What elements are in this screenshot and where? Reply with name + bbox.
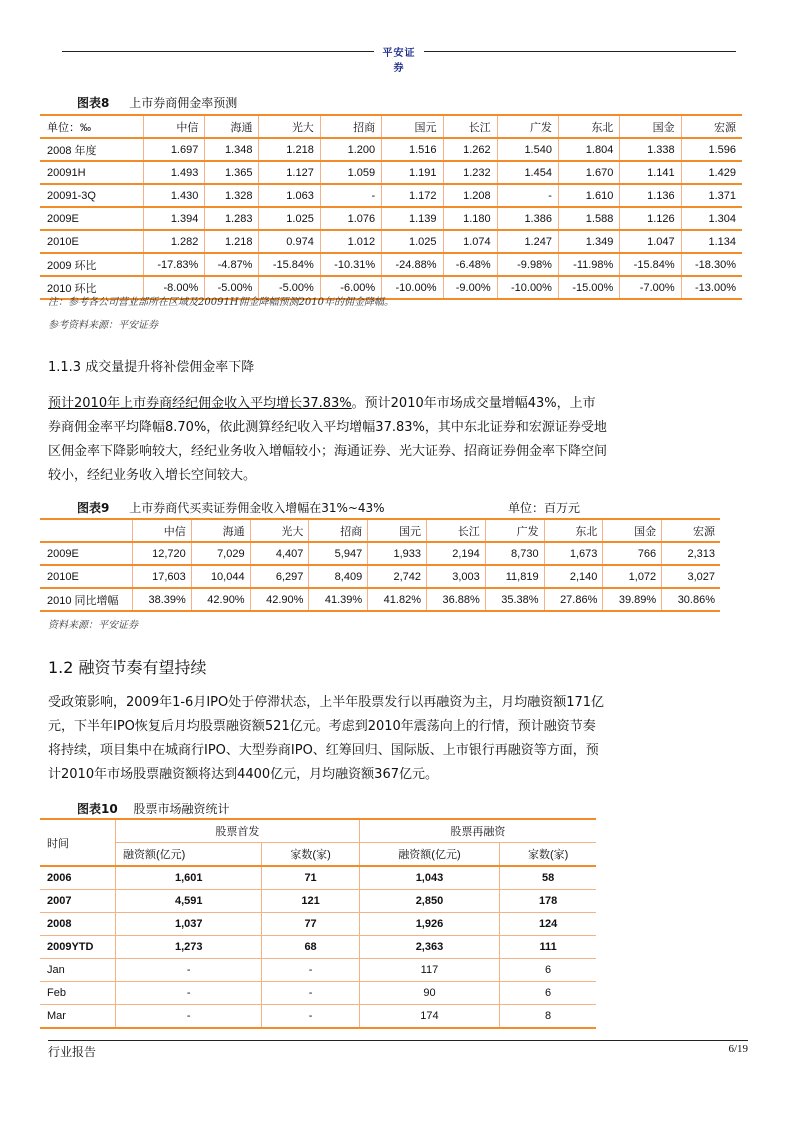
table-cell: 1.394 bbox=[144, 207, 205, 230]
table-cell: -15.00% bbox=[558, 276, 619, 299]
table-cell: 58 bbox=[500, 866, 596, 890]
column-header: 家数(家) bbox=[500, 843, 596, 867]
table-cell: -6.00% bbox=[320, 276, 381, 299]
table-cell: 1.141 bbox=[620, 161, 681, 184]
table-row bbox=[40, 207, 742, 230]
column-header: 国金 bbox=[603, 519, 662, 542]
table9-unit: 单位：百万元 bbox=[508, 501, 581, 515]
table8-note: 注：参考各公司营业部所在区域及20091H佣金降幅预测2010年的佣金降幅。 bbox=[48, 297, 394, 308]
company-logo: 平安证券 bbox=[382, 48, 416, 74]
table-cell: 111 bbox=[500, 936, 596, 959]
table-cell: -17.83% bbox=[144, 253, 205, 276]
header-rule-left bbox=[62, 51, 374, 52]
table-cell: 1.180 bbox=[443, 207, 497, 230]
column-header: 光大 bbox=[250, 519, 309, 542]
table-cell: 1,673 bbox=[544, 542, 603, 565]
table8-source: 参考资料来源：平安证券 bbox=[48, 320, 158, 331]
table-row bbox=[40, 184, 742, 207]
footer-report-type: 行业报告 bbox=[48, 1045, 97, 1059]
table-row bbox=[40, 253, 742, 276]
table-cell: 17,603 bbox=[133, 565, 192, 588]
table-cell: - bbox=[320, 184, 381, 207]
column-header: 国金 bbox=[620, 115, 681, 138]
table-cell: 41.82% bbox=[368, 588, 427, 611]
table-cell: 1.218 bbox=[259, 138, 320, 161]
table-cell: -10.00% bbox=[382, 276, 443, 299]
table-cell: 1.670 bbox=[558, 161, 619, 184]
table-cell: 1.200 bbox=[320, 138, 381, 161]
table-cell: -15.84% bbox=[620, 253, 681, 276]
table-row bbox=[40, 982, 596, 1005]
table-cell: 8,730 bbox=[485, 542, 544, 565]
table-cell: 1.076 bbox=[320, 207, 381, 230]
table-cell: 1.059 bbox=[320, 161, 381, 184]
table10-caption-title: 股票市场融资统计 bbox=[133, 802, 230, 816]
table-cell: 6,297 bbox=[250, 565, 309, 588]
table-cell: 41.39% bbox=[309, 588, 368, 611]
table-cell: 1.262 bbox=[443, 138, 497, 161]
row-label: 2007 bbox=[40, 890, 116, 913]
stock-financing-table bbox=[40, 818, 596, 1029]
table-cell: 1.348 bbox=[205, 138, 259, 161]
row-label: 20091-3Q bbox=[40, 184, 144, 207]
row-label: 20091H bbox=[40, 161, 144, 184]
refinancing-group-header: 股票再融资 bbox=[359, 819, 596, 843]
table-cell: -5.00% bbox=[205, 276, 259, 299]
table-cell: 3,003 bbox=[426, 565, 485, 588]
table9-caption bbox=[77, 499, 385, 516]
paragraph-underlined-text: 预计2010年上市券商经纪佣金收入平均增长37.83% bbox=[48, 396, 352, 411]
table-cell: 1.328 bbox=[205, 184, 259, 207]
unit-label: 单位：‰ bbox=[40, 115, 144, 138]
table-cell: 42.90% bbox=[250, 588, 309, 611]
table-cell: 7,029 bbox=[191, 542, 250, 565]
table-cell: 178 bbox=[500, 890, 596, 913]
table-cell: -18.30% bbox=[681, 253, 742, 276]
ipo-group-header: 股票首发 bbox=[116, 819, 360, 843]
table-cell: 1.025 bbox=[259, 207, 320, 230]
row-label: 2010 同比增幅 bbox=[40, 588, 133, 611]
table-row bbox=[40, 588, 720, 611]
table-cell: 27.86% bbox=[544, 588, 603, 611]
table-row bbox=[40, 138, 742, 161]
table-cell: 1.588 bbox=[558, 207, 619, 230]
table-cell: 1.596 bbox=[681, 138, 742, 161]
table-cell: 1.493 bbox=[144, 161, 205, 184]
column-header: 国元 bbox=[368, 519, 427, 542]
table-cell: 35.38% bbox=[485, 588, 544, 611]
table-cell: 2,850 bbox=[359, 890, 500, 913]
row-label: 2009E bbox=[40, 207, 144, 230]
table-cell: 117 bbox=[359, 959, 500, 982]
table-row bbox=[40, 890, 596, 913]
column-header: 家数(家) bbox=[262, 843, 359, 867]
table-cell: 2,363 bbox=[359, 936, 500, 959]
table-cell: 8,409 bbox=[309, 565, 368, 588]
table-cell: 1.232 bbox=[443, 161, 497, 184]
table-cell: 1,933 bbox=[368, 542, 427, 565]
table-cell: 2,742 bbox=[368, 565, 427, 588]
column-header: 中信 bbox=[133, 519, 192, 542]
table-cell: 36.88% bbox=[426, 588, 485, 611]
table-cell: 4,407 bbox=[250, 542, 309, 565]
table-cell: 121 bbox=[262, 890, 359, 913]
table-cell: 1.429 bbox=[681, 161, 742, 184]
table-cell: 1.454 bbox=[497, 161, 558, 184]
table-cell: 1.172 bbox=[382, 184, 443, 207]
table-cell: 1.126 bbox=[620, 207, 681, 230]
column-header: 招商 bbox=[309, 519, 368, 542]
table-cell: 90 bbox=[359, 982, 500, 1005]
table-row bbox=[40, 565, 720, 588]
table-cell: 11,819 bbox=[485, 565, 544, 588]
table-cell: 71 bbox=[262, 866, 359, 890]
table10-caption-label: 图表10 bbox=[77, 802, 118, 816]
table-cell: 1.136 bbox=[620, 184, 681, 207]
section-heading-1-2: 1.2 融资节奏有望持续 bbox=[48, 658, 207, 677]
column-header: 融资额(亿元) bbox=[116, 843, 262, 867]
table-cell: 1.610 bbox=[558, 184, 619, 207]
table-cell: 30.86% bbox=[662, 588, 720, 611]
row-label: 2010E bbox=[40, 565, 133, 588]
table-cell: - bbox=[497, 184, 558, 207]
table-cell: 174 bbox=[359, 1005, 500, 1029]
header-blank-cell bbox=[40, 519, 133, 542]
row-label: 2010E bbox=[40, 230, 144, 253]
table-cell: 1.282 bbox=[144, 230, 205, 253]
row-label: Jan bbox=[40, 959, 116, 982]
table-cell: 1.365 bbox=[205, 161, 259, 184]
column-header: 宏源 bbox=[681, 115, 742, 138]
table-cell: 1.283 bbox=[205, 207, 259, 230]
table-cell: 1.208 bbox=[443, 184, 497, 207]
table-cell: 1,037 bbox=[116, 913, 262, 936]
table-cell: -10.31% bbox=[320, 253, 381, 276]
table-row bbox=[40, 542, 720, 565]
table-row bbox=[40, 913, 596, 936]
column-header: 国元 bbox=[382, 115, 443, 138]
table-cell: 1.218 bbox=[205, 230, 259, 253]
column-header: 长江 bbox=[443, 115, 497, 138]
table-cell: 1.804 bbox=[558, 138, 619, 161]
table-cell: 1.386 bbox=[497, 207, 558, 230]
table-cell: -7.00% bbox=[620, 276, 681, 299]
row-label: 2008 年度 bbox=[40, 138, 144, 161]
row-label: 2009E bbox=[40, 542, 133, 565]
commission-rate-table bbox=[40, 114, 742, 300]
column-header: 中信 bbox=[144, 115, 205, 138]
commission-income-table bbox=[40, 518, 720, 612]
time-header: 时间 bbox=[40, 819, 116, 866]
table-cell: 5,947 bbox=[309, 542, 368, 565]
column-header: 海通 bbox=[191, 519, 250, 542]
table-cell: -11.98% bbox=[558, 253, 619, 276]
table-cell: 1.127 bbox=[259, 161, 320, 184]
table-cell: 1,273 bbox=[116, 936, 262, 959]
table-cell: 1,926 bbox=[359, 913, 500, 936]
table-cell: -9.98% bbox=[497, 253, 558, 276]
column-header: 融资额(亿元) bbox=[359, 843, 500, 867]
table-row bbox=[40, 866, 596, 890]
row-label: 2010 环比 bbox=[40, 276, 144, 299]
row-label: 2009 环比 bbox=[40, 253, 144, 276]
table-cell: 1.063 bbox=[259, 184, 320, 207]
row-label: Feb bbox=[40, 982, 116, 1005]
table-cell: -15.84% bbox=[259, 253, 320, 276]
column-header: 广发 bbox=[485, 519, 544, 542]
table10-caption bbox=[77, 800, 230, 817]
table-row bbox=[40, 936, 596, 959]
table-cell: - bbox=[262, 982, 359, 1005]
table-cell: - bbox=[116, 1005, 262, 1029]
table-cell: -5.00% bbox=[259, 276, 320, 299]
table-cell: 1.139 bbox=[382, 207, 443, 230]
table9-caption-title: 上市券商代买卖证券佣金收入增幅在31%~43% bbox=[129, 501, 385, 515]
table-cell: 1.540 bbox=[497, 138, 558, 161]
column-header: 东北 bbox=[544, 519, 603, 542]
table-cell: 1.349 bbox=[558, 230, 619, 253]
column-header: 长江 bbox=[426, 519, 485, 542]
column-header: 广发 bbox=[497, 115, 558, 138]
header-rule-right bbox=[424, 51, 736, 52]
table-header-row bbox=[40, 115, 742, 138]
paragraph-financing: 受政策影响，2009年1-6月IPO处于停滞状态，上半年股票发行以再融资为主，月均融资额171亿元，下半年IPO恢复后月均股票融资额521亿元。考虑到2010年震荡向上的行情，预计融资节奏将持续，项目集中在城商行IPO、大型券商IPO、红筹回归、国际版、上市银行再融资等方面，预计2010年市场股票融资额将达到4400亿元，月均融资额367亿元。 bbox=[48, 695, 605, 782]
paragraph-brokerage bbox=[48, 392, 608, 488]
paragraph-text: 。预计2010年市场成交量增幅43%，上市券商佣金率平均降幅8.70%，依此测算经纪收入平均增幅37.83%，其中东北证券和宏源证券受地区佣金率下降影响较大，经纪业务收入增幅较小；海通证券、光大证券、招商证券佣金率下降空间较小，经纪业务收入增长空间较大。 bbox=[48, 396, 608, 483]
table-cell: 766 bbox=[603, 542, 662, 565]
table-cell: - bbox=[116, 982, 262, 1005]
table-cell: 1.134 bbox=[681, 230, 742, 253]
table-cell: 6 bbox=[500, 959, 596, 982]
table9-caption-label: 图表9 bbox=[77, 501, 110, 515]
table-cell: 42.90% bbox=[191, 588, 250, 611]
table-cell: -9.00% bbox=[443, 276, 497, 299]
page-number: 6/19 bbox=[728, 1043, 748, 1055]
table-cell: 2,194 bbox=[426, 542, 485, 565]
table-cell: 1.516 bbox=[382, 138, 443, 161]
table-cell: 1.012 bbox=[320, 230, 381, 253]
table-row bbox=[40, 959, 596, 982]
table-cell: -24.88% bbox=[382, 253, 443, 276]
table-cell: - bbox=[262, 959, 359, 982]
column-header: 光大 bbox=[259, 115, 320, 138]
table-cell: 1,072 bbox=[603, 565, 662, 588]
table-cell: 3,027 bbox=[662, 565, 720, 588]
footer-rule bbox=[48, 1040, 748, 1041]
table-cell: 6 bbox=[500, 982, 596, 1005]
table-cell: 1,601 bbox=[116, 866, 262, 890]
table-cell: 2,313 bbox=[662, 542, 720, 565]
table-cell: 38.39% bbox=[133, 588, 192, 611]
table8-caption bbox=[77, 94, 237, 111]
column-header: 东北 bbox=[558, 115, 619, 138]
row-label: 2006 bbox=[40, 866, 116, 890]
table-row bbox=[40, 1005, 596, 1029]
table-sub-header-row bbox=[40, 843, 596, 867]
table-cell: 1.074 bbox=[443, 230, 497, 253]
table-cell: - bbox=[116, 959, 262, 982]
table-cell: 1.191 bbox=[382, 161, 443, 184]
table-cell: 1.304 bbox=[681, 207, 742, 230]
table-cell: 12,720 bbox=[133, 542, 192, 565]
table-cell: 1.025 bbox=[382, 230, 443, 253]
table-cell: 2,140 bbox=[544, 565, 603, 588]
table-cell: 10,044 bbox=[191, 565, 250, 588]
table-cell: 1.047 bbox=[620, 230, 681, 253]
table-cell: -4.87% bbox=[205, 253, 259, 276]
table-cell: 8 bbox=[500, 1005, 596, 1029]
table9-source: 资料来源：平安证券 bbox=[48, 620, 138, 631]
row-label: 2008 bbox=[40, 913, 116, 936]
table-cell: 4,591 bbox=[116, 890, 262, 913]
row-label: Mar bbox=[40, 1005, 116, 1029]
table-group-header-row bbox=[40, 819, 596, 843]
table-header-row bbox=[40, 519, 720, 542]
table-row bbox=[40, 161, 742, 184]
column-header: 招商 bbox=[320, 115, 381, 138]
table-cell: 0.974 bbox=[259, 230, 320, 253]
table-cell: 1.430 bbox=[144, 184, 205, 207]
row-label: 2009YTD bbox=[40, 936, 116, 959]
table-cell: -10.00% bbox=[497, 276, 558, 299]
table-cell: 39.89% bbox=[603, 588, 662, 611]
column-header: 海通 bbox=[205, 115, 259, 138]
section-heading-1-1-3: 1.1.3 成交量提升将补偿佣金率下降 bbox=[48, 360, 255, 375]
table-cell: -13.00% bbox=[681, 276, 742, 299]
table-cell: - bbox=[262, 1005, 359, 1029]
table-cell: 1,043 bbox=[359, 866, 500, 890]
table-cell: 1.247 bbox=[497, 230, 558, 253]
table-row bbox=[40, 230, 742, 253]
table-cell: 1.338 bbox=[620, 138, 681, 161]
table-cell: 77 bbox=[262, 913, 359, 936]
table-cell: -8.00% bbox=[144, 276, 205, 299]
table-cell: 124 bbox=[500, 913, 596, 936]
column-header: 宏源 bbox=[662, 519, 720, 542]
table-cell: 1.697 bbox=[144, 138, 205, 161]
table8-caption-label: 图表8 bbox=[77, 96, 110, 110]
table8-caption-title: 上市券商佣金率预测 bbox=[129, 96, 238, 110]
table-cell: -6.48% bbox=[443, 253, 497, 276]
table-cell: 1.371 bbox=[681, 184, 742, 207]
table-cell: 68 bbox=[262, 936, 359, 959]
